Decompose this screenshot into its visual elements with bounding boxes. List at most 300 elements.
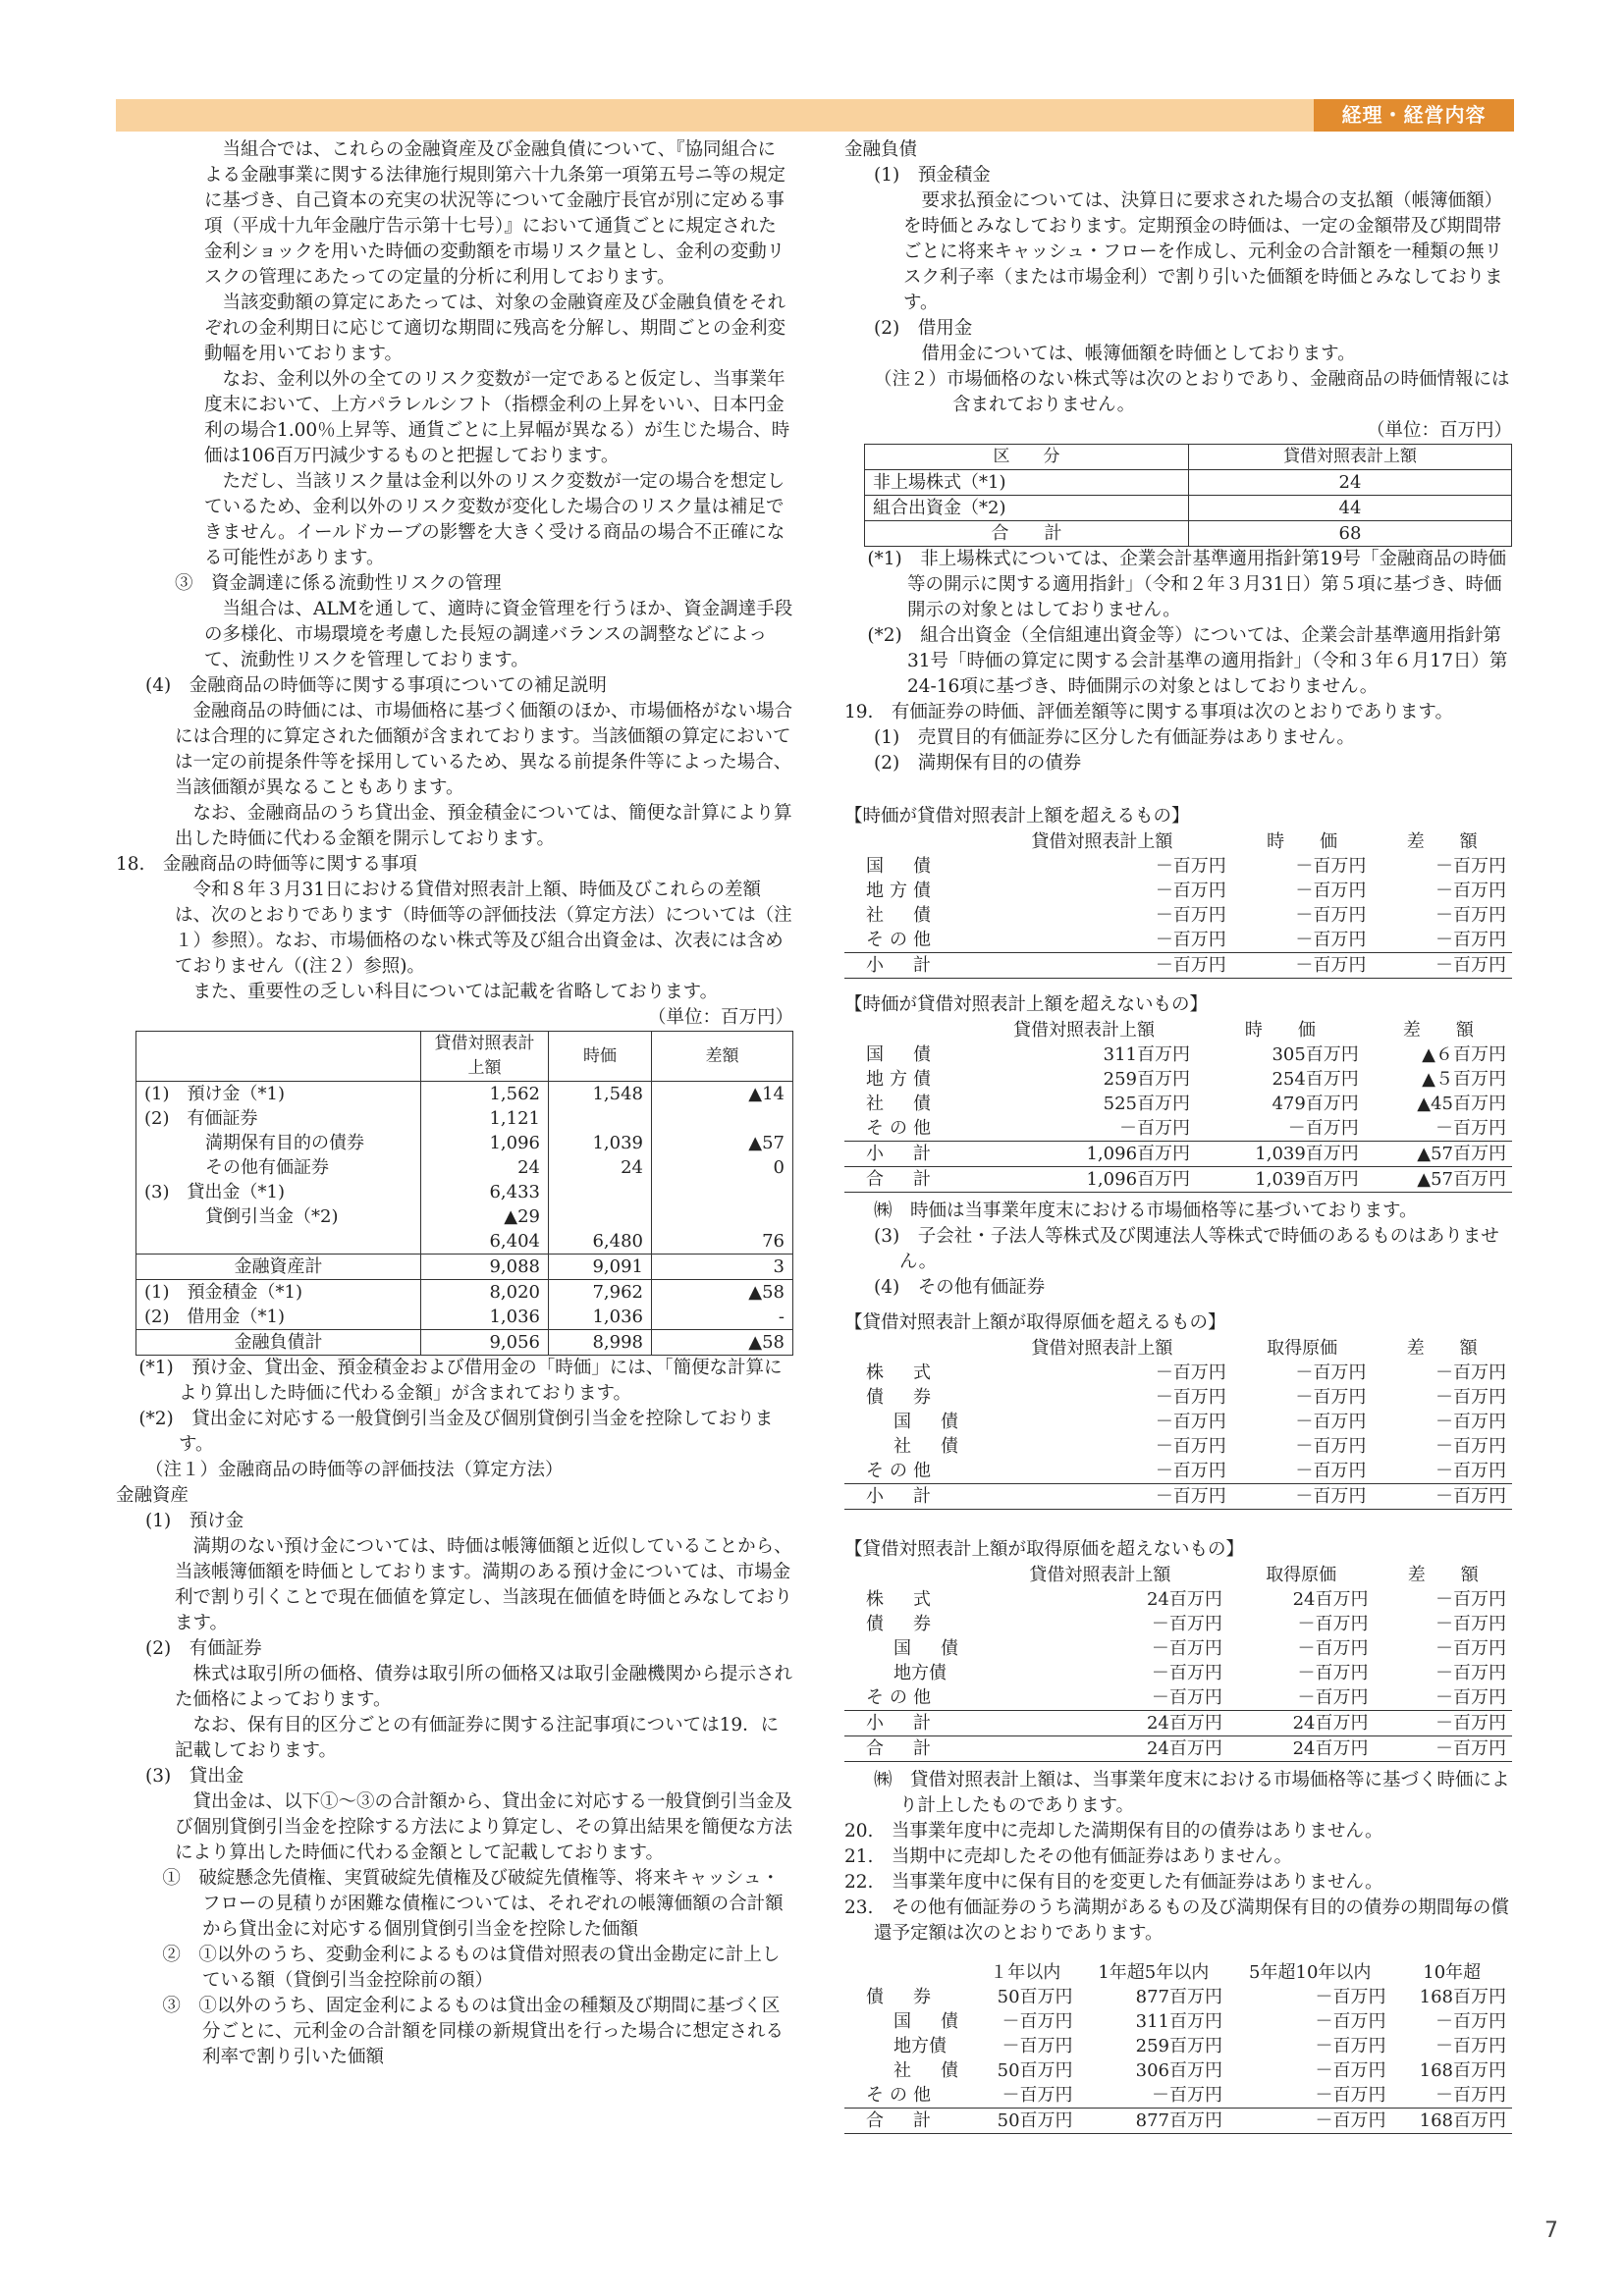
table-header: 差 額 — [1402, 1020, 1474, 1041]
table-cell: 債 券 — [866, 1387, 937, 1408]
table-row — [136, 1229, 793, 1255]
table-cell: 6,433 — [421, 1180, 549, 1204]
table-row — [844, 1985, 1512, 2009]
table-cell: －百万円 — [1435, 2085, 1506, 2106]
table-cell: －百万円 — [1155, 1461, 1226, 1481]
paragraph: 要求払預金については、決算日に要求された場合の支払額（帳簿価額）を時価とみなしております。定期預金の時価は、一定の金額帯及び期間帯ごとに将来キャッシュ・フローを作成し、元利金の合計額を一種類の無リスク利子率（または市場金利）で割り引いた価額を時価とみなしております。 — [903, 190, 1503, 313]
table-cell: 社 債 — [893, 1436, 964, 1457]
table-cell: ▲57百万円 — [1365, 1167, 1512, 1193]
table-cell: 24 — [421, 1155, 549, 1180]
table-row — [136, 1305, 793, 1330]
right-column — [844, 137, 1512, 2134]
table-header — [844, 1018, 972, 1042]
table-header: 差 額 — [1407, 1565, 1479, 1585]
table-row — [136, 1180, 793, 1204]
table-row — [136, 1131, 793, 1155]
table-cell: －百万円 — [1295, 1362, 1367, 1383]
table-subtotal-row — [844, 953, 1512, 979]
table-subtotal-row — [136, 1255, 793, 1280]
table-cell: - — [652, 1305, 793, 1330]
table-cell: 306百万円 — [1135, 2060, 1222, 2081]
table-cell: －百万円 — [1375, 1711, 1512, 1736]
table-cell: －百万円 — [1155, 1436, 1226, 1457]
table-header: 貸借対照表計上額 — [1189, 445, 1512, 470]
table-cell: 1,096百万円 — [972, 1142, 1196, 1167]
table-cell: 株 式 — [866, 1362, 937, 1383]
footnote: (*2) 貸出金に対応する一般貸倒引当金及び個別貸倒引当金を控除しております。 — [138, 1409, 774, 1455]
table-row — [844, 2034, 1512, 2058]
table-cell: ▲58 — [652, 1330, 793, 1356]
paragraph: 貸出金は、以下①～③の合計額から、貸出金に対応する一般貸倒引当金及び個別貸倒引当金を控除する方法により算定し、その算出結果を簡便な方法により算出した時価に代わる金額として記載しております。 — [175, 1791, 793, 1863]
table-cell: 1,039百万円 — [1196, 1142, 1365, 1167]
table-title: 【時価が貸借対照表計上額を超えるもの】 — [844, 806, 1190, 827]
table-cell: －百万円 — [1232, 953, 1373, 979]
list-item: (2) 満期保有目的の債券 — [874, 753, 1082, 774]
table-header — [136, 1032, 421, 1082]
section-tag: 経理・経営内容 — [1314, 99, 1514, 132]
table-row — [844, 928, 1512, 953]
table-cell: －百万円 — [1435, 2011, 1506, 2032]
table-row — [844, 854, 1512, 879]
table-header: 時 価 — [1267, 831, 1338, 852]
table-cell: その他 — [866, 1687, 937, 1708]
table-cell: －百万円 — [1435, 856, 1506, 877]
table-subtotal-row — [844, 1142, 1512, 1167]
table-title: 【貸借対照表計上額が取得原価を超えないもの】 — [844, 1539, 1245, 1560]
table-cell: －百万円 — [1297, 1663, 1369, 1683]
table-cell: ▲58 — [652, 1280, 793, 1306]
table-cell: －百万円 — [1155, 1387, 1226, 1408]
table-cell: 合 計 — [844, 2109, 972, 2134]
table-header — [844, 1563, 972, 1587]
table-row — [844, 1587, 1512, 1612]
subheading: (1) 預金積金 — [874, 165, 991, 186]
table-cell: 地方債 — [866, 881, 937, 901]
table-cell: 24百万円 — [972, 1711, 1228, 1736]
table-cell: －百万円 — [1155, 905, 1226, 926]
table-cell: 50百万円 — [972, 2109, 1079, 2134]
table-cell: 1,548 — [549, 1082, 652, 1107]
table-cell: 168百万円 — [1391, 2109, 1512, 2134]
table-cell: 24 — [1189, 470, 1512, 496]
table-row — [844, 1042, 1512, 1067]
table-cell: 7,962 — [549, 1280, 652, 1306]
table-cell: 50百万円 — [997, 2060, 1073, 2081]
table-cell: －百万円 — [1295, 881, 1367, 901]
table-cell: －百万円 — [1435, 1589, 1506, 1610]
paragraph: なお、金利以外の全てのリスク変数が一定であると仮定し、当事業年度末において、上方パラレルシフト（指標金利の上昇をいい、日本円金利の場合1.00％上昇等、通貨ごとに上昇幅が異なる）が生じた場合、時価は106百万円減少するものと把握しております。 — [204, 369, 790, 466]
footnote: (*1) 預け金、貸出金、預金積金および借用金の「時価」には、「簡便な計算により算出した時価に代わる金額」が含まれております。 — [138, 1358, 783, 1404]
table-cell: 24百万円 — [1228, 1736, 1375, 1762]
table-header: 時価 — [549, 1032, 652, 1082]
table-subtotal-row — [136, 1330, 793, 1356]
table-cell: 1,096 — [421, 1131, 549, 1155]
note-heading: （注１）金融商品の時価等の評価技法（算定方法） — [145, 1460, 564, 1480]
table-cell: 株 式 — [866, 1589, 937, 1610]
table-header: 差額 — [652, 1032, 793, 1082]
table-cell: －百万円 — [1297, 1687, 1369, 1708]
table-cell: ▲29 — [421, 1204, 549, 1229]
fair-value-table — [135, 1031, 793, 1356]
table-header: 取得原価 — [1267, 1338, 1338, 1359]
table-row — [844, 2058, 1512, 2083]
table-cell: 24 — [549, 1155, 652, 1180]
table-cell: －百万円 — [1151, 1638, 1222, 1659]
table-cell: 76 — [652, 1229, 793, 1255]
table-row — [136, 1082, 793, 1107]
table-cell: －百万円 — [1315, 2060, 1386, 2081]
table-cell: 金融資産計 — [136, 1255, 421, 1280]
table-cell — [549, 1106, 652, 1131]
table-cell: －百万円 — [1315, 2085, 1386, 2106]
table-cell: 259百万円 — [1135, 2036, 1222, 2056]
list-item: ① 破綻懸念先債権、実質破綻先債権及び破綻先債権等、将来キャッシュ・フローの見積りが困難な債権については、それぞれの帳簿価額の合計額から貸出金に対応する個別貸倒引当金を控除した価額 — [162, 1868, 784, 1940]
subheading: (1) 預け金 — [145, 1511, 244, 1531]
table-cell: 50百万円 — [997, 1987, 1073, 2007]
table-cell: －百万円 — [1119, 1118, 1191, 1139]
table-header: 貸借対照表計上額 — [1031, 1338, 1173, 1359]
table-cell: (1) 預け金（*1) — [144, 1084, 285, 1104]
table-cell: 0 — [652, 1155, 793, 1180]
table-cell: 小 計 — [844, 1142, 972, 1167]
table-row — [844, 1685, 1512, 1711]
table-cell: ▲５百万円 — [1422, 1069, 1506, 1090]
table-row — [844, 1434, 1512, 1459]
footnote: (*2) 組合出資金（全信組連出資金等）については、企業会計基準適用指針第31号「時価の算定に関する会計基準の適用指針」（令和３年６月17日）第24-16項に基づき、時価開示の対象とはしておりません。 — [867, 625, 1508, 697]
table-cell: －百万円 — [1151, 1687, 1222, 1708]
paragraph: 満期のない預け金については、時価は帳簿価額と近似していることから、当該帳簿価額を時価としております。満期のある預け金については、市場金利で割り引くことで現在価値を算定し、当該現在価値を時価とみなしております。 — [175, 1536, 793, 1633]
table-header: 差 額 — [1406, 1338, 1478, 1359]
table-cell: ▲６百万円 — [1422, 1044, 1506, 1065]
table-cell: 社 債 — [866, 1094, 937, 1114]
table-cell: 国 債 — [893, 1638, 964, 1659]
table-cell: －百万円 — [1001, 2085, 1073, 2106]
table-cell: －百万円 — [972, 953, 1232, 979]
page-number: 7 — [1544, 2218, 1558, 2243]
table-cell: 168百万円 — [1419, 2060, 1506, 2081]
table-cell: 6,404 — [421, 1229, 549, 1255]
table-cell: 9,088 — [421, 1255, 549, 1280]
table-cell: その他 — [866, 1118, 937, 1139]
paragraph: 当組合では、これらの金融資産及び金融負債について、『協同組合による金融事業に関する法律施行規則第六十九条第一項第五号ニ等の規定に基づき、自己資本の充実の状況等について金融庁長官が別に定める事項（平成十九年金融庁告示第十七号）』において通貨ごとに規定された金利ショックを用いた時価の変動額を市場リスク量とし、金利の変動リスクの管理にあたっての定量的分析に利用しております。 — [204, 139, 786, 288]
paragraph: 令和８年３月31日における貸借対照表計上額、時価及びこれらの差額は、次のとおりであります（時価等の評価技法（算定方法）については（注１）参照）。なお、市場価格のない株式等及び組合出資金は、次表には含めておりません（(注２）参照)。 — [175, 880, 792, 977]
table-cell: 9,056 — [421, 1330, 549, 1356]
table-cell: －百万円 — [1001, 2036, 1073, 2056]
other-securities-above-table — [844, 1336, 1512, 1510]
table-cell: 組合出資金（*2) — [865, 496, 1189, 521]
table-cell: －百万円 — [1435, 1387, 1506, 1408]
table-cell: 877百万円 — [1135, 1987, 1222, 2007]
table-cell: 1,121 — [421, 1106, 549, 1131]
table-cell: 24百万円 — [1146, 1589, 1222, 1610]
note-heading: （注２）市場価格のない株式等は次のとおりであり、金融商品の時価情報には含まれておりません。 — [874, 369, 1510, 415]
table-cell: 9,091 — [549, 1255, 652, 1280]
table-row — [844, 2009, 1512, 2034]
table-cell: 168百万円 — [1419, 1987, 1506, 2007]
subheading: 金融負債 — [844, 139, 918, 160]
table-row — [844, 2083, 1512, 2109]
table-header: 10年超 — [1423, 1962, 1482, 1983]
table-cell: －百万円 — [1435, 1638, 1506, 1659]
table-header: 貸借対照表計上額 — [1013, 1020, 1155, 1041]
subheading: 金融資産 — [116, 1485, 189, 1506]
table-cell: 小 計 — [844, 1711, 972, 1736]
table-cell: 小 計 — [844, 953, 972, 979]
table-title: 【時価が貸借対照表計上額を超えないもの】 — [844, 994, 1209, 1015]
table-cell: －百万円 — [1297, 1638, 1369, 1659]
table-cell: －百万円 — [1155, 881, 1226, 901]
table-cell: －百万円 — [1435, 930, 1506, 950]
subheading: (2) 借用金 — [874, 318, 973, 339]
table-header-row — [844, 1018, 1512, 1042]
table-cell: 877百万円 — [1079, 2109, 1228, 2134]
table-row — [844, 1636, 1512, 1661]
table-cell: ▲57 — [652, 1131, 793, 1155]
table-cell: 24百万円 — [1228, 1711, 1375, 1736]
list-item: 22. 当事業年度中に保有目的を変更した有価証券はありません。 — [844, 1872, 1383, 1893]
table-cell: 259百万円 — [1103, 1069, 1191, 1090]
table-cell: 479百万円 — [1272, 1094, 1359, 1114]
table-cell — [549, 1180, 652, 1204]
table-cell: 金融負債計 — [136, 1330, 421, 1356]
table-cell: －百万円 — [1295, 905, 1367, 926]
table-cell: －百万円 — [1435, 1436, 1506, 1457]
table-cell: (1) 預金積金（*1) — [136, 1280, 421, 1306]
table-cell: －百万円 — [1295, 930, 1367, 950]
table-row — [865, 496, 1512, 521]
section-heading-19: 19. 有価証券の時価、評価差額等に関する事項は次のとおりであります。 — [844, 702, 1453, 722]
table-total-row — [865, 521, 1512, 547]
list-item: (1) 売買目的有価証券に区分した有価証券はありません。 — [874, 727, 1355, 748]
table-cell: 1,036 — [549, 1305, 652, 1330]
table-cell: 311百万円 — [1135, 2011, 1222, 2032]
table-cell: 非上場株式（*1) — [865, 470, 1189, 496]
table-header-row — [844, 1563, 1512, 1587]
table-cell: －百万円 — [1295, 1461, 1367, 1481]
table-cell: 社 債 — [866, 905, 937, 926]
table-note: ㈱ 時価は当事業年度末における市場価格等に基づいております。 — [874, 1201, 1418, 1221]
table-cell: －百万円 — [1435, 1687, 1506, 1708]
table-cell: －百万円 — [1228, 2109, 1391, 2134]
table-row — [844, 1067, 1512, 1092]
list-item: (3) 子会社・子法人等株式及び関連法人等株式で時価のあるものはありません。 — [874, 1226, 1499, 1272]
table-cell: 地方債 — [893, 1663, 947, 1683]
table-row — [865, 470, 1512, 496]
subheading: (2) 有価証券 — [145, 1638, 262, 1659]
table-cell: －百万円 — [1435, 881, 1506, 901]
table-header: 時 価 — [1244, 1020, 1316, 1041]
table-cell: 6,480 — [549, 1229, 652, 1255]
table-header — [844, 1960, 972, 1985]
table-cell — [136, 1229, 421, 1255]
list-item: ② ①以外のうち、変動金利によるものは貸借対照表の貸出金勘定に計上している額（貸倒引当金控除前の額） — [162, 1945, 781, 1991]
table-cell: －百万円 — [1435, 1461, 1506, 1481]
subheading: (3) 貸出金 — [145, 1766, 244, 1787]
table-cell — [652, 1180, 793, 1204]
table-cell: 合 計 — [844, 1167, 972, 1193]
table-cell: 地方債 — [893, 2036, 947, 2056]
table-cell: 1,039 — [549, 1131, 652, 1155]
table-cell: 24百万円 — [972, 1736, 1228, 1762]
table-cell: (2) 借用金（*1) — [144, 1307, 285, 1327]
table-cell: 満期保有目的の債券 — [205, 1133, 364, 1153]
table-cell: －百万円 — [1435, 1663, 1506, 1683]
table-cell: －百万円 — [1372, 1484, 1512, 1510]
table-cell: 68 — [1189, 521, 1512, 547]
table-cell: 社 債 — [893, 2060, 964, 2081]
left-column — [116, 137, 793, 2070]
table-header: 5年超10年以内 — [1249, 1962, 1372, 1983]
list-item: (4) その他有価証券 — [874, 1277, 1046, 1298]
redemption-schedule-table — [844, 1960, 1512, 2134]
table-total-row — [844, 2109, 1512, 2134]
table-cell: －百万円 — [1155, 856, 1226, 877]
paragraph: なお、保有目的区分ごとの有価証券に関する注記事項については19．に記載しております。 — [175, 1715, 780, 1761]
table-header — [844, 829, 972, 854]
table-row — [844, 1116, 1512, 1142]
table-cell: －百万円 — [1155, 1362, 1226, 1383]
table-cell: －百万円 — [1297, 1614, 1369, 1634]
table-cell: －百万円 — [1315, 2011, 1386, 2032]
table-cell: 311百万円 — [1103, 1044, 1191, 1065]
held-to-maturity-above-table — [844, 829, 1512, 979]
table-cell: 305百万円 — [1272, 1044, 1359, 1065]
table-row — [136, 1106, 793, 1131]
table-cell: 1,039百万円 — [1196, 1167, 1365, 1193]
table-row — [844, 903, 1512, 928]
table-cell: －百万円 — [1155, 1412, 1226, 1432]
table-cell: －百万円 — [1232, 1484, 1373, 1510]
list-item: 23. その他有価証券のうち満期があるもの及び満期保有目的の債券の期間毎の償還予定額は次のとおりであります。 — [844, 1897, 1509, 1944]
table-cell: 合 計 — [991, 523, 1062, 544]
table-row — [844, 1385, 1512, 1410]
subheading: (4) 金融商品の時価等に関する事項についての補足説明 — [145, 675, 607, 696]
table-total-row — [844, 1167, 1512, 1193]
table-cell: －百万円 — [1001, 2011, 1073, 2032]
subheading: ③ 資金調達に係る流動性リスクの管理 — [175, 573, 502, 594]
table-cell: (2) 有価証券 — [144, 1108, 258, 1129]
paragraph: また、重要性の乏しい科目については記載を省略しております。 — [192, 982, 719, 1002]
table-row — [844, 879, 1512, 903]
table-cell: (3) 貸出金（*1) — [144, 1182, 285, 1202]
table-cell: 小 計 — [844, 1484, 972, 1510]
table-cell: －百万円 — [1372, 953, 1512, 979]
table-cell: 貸倒引当金（*2) — [205, 1206, 339, 1227]
table-cell — [652, 1106, 793, 1131]
table-subtotal-row — [844, 1711, 1512, 1736]
table-row — [844, 1459, 1512, 1484]
table-cell: 44 — [1189, 496, 1512, 521]
list-item: ③ ①以外のうち、固定金利によるものは貸出金の種類及び期間に基づく区分ごとに、元利金の合計額を同様の新規貸出を行った場合に想定される利率で割り引いた価額 — [162, 1996, 785, 2067]
table-cell: 1,096百万円 — [972, 1167, 1196, 1193]
table-cell: －百万円 — [1295, 856, 1367, 877]
table-cell: －百万円 — [1152, 2085, 1222, 2106]
table-title: 【貸借対照表計上額が取得原価を超えるもの】 — [844, 1312, 1226, 1333]
table-header: 取得原価 — [1266, 1565, 1337, 1585]
table-cell: 8,020 — [421, 1280, 549, 1306]
table-header: １年以内 — [990, 1962, 1061, 1983]
table-header: 1年超5年以内 — [1098, 1962, 1210, 1983]
list-item: 21. 当期中に売却したその他有価証券はありません。 — [844, 1846, 1293, 1867]
section-header-band — [116, 99, 1514, 132]
table-cell: －百万円 — [1435, 2036, 1506, 2056]
unit-label: （単位：百万円） — [647, 1007, 793, 1028]
section-heading-18: 18. 金融商品の時価等に関する事項 — [116, 854, 417, 875]
table-cell: －百万円 — [1295, 1387, 1367, 1408]
table-cell: ▲45百万円 — [1417, 1094, 1506, 1114]
table-cell: －百万円 — [1435, 1412, 1506, 1432]
table-cell — [549, 1204, 652, 1229]
table-cell: 254百万円 — [1272, 1069, 1359, 1090]
table-cell: －百万円 — [1435, 1362, 1506, 1383]
table-row — [844, 1612, 1512, 1636]
unlisted-stock-table — [864, 444, 1512, 547]
table-subtotal-row — [844, 1484, 1512, 1510]
table-row — [136, 1204, 793, 1229]
table-cell: 地方債 — [866, 1069, 937, 1090]
table-header: 差 額 — [1406, 831, 1478, 852]
footnote: (*1) 非上場株式については、企業会計基準適用指針第19号「金融商品の時価等の開示に関する適用指針」（令和２年３月31日）第５項に基づき、時価開示の対象とはしておりません。 — [867, 549, 1506, 620]
table-row — [844, 1092, 1512, 1116]
table-header — [844, 1336, 972, 1361]
table-cell: －百万円 — [1315, 2036, 1386, 2056]
table-cell: 3 — [652, 1255, 793, 1280]
table-cell: その他 — [866, 930, 937, 950]
table-cell: －百万円 — [1435, 905, 1506, 926]
table-cell: 1,036 — [421, 1305, 549, 1330]
table-cell: 国 債 — [866, 1044, 937, 1065]
unit-label: （単位：百万円） — [1366, 420, 1512, 441]
table-row — [844, 1361, 1512, 1385]
paragraph: 借用金については、帳簿価額を時価としております。 — [921, 344, 1356, 364]
table-header: 貸借対照表計上額 — [1031, 831, 1173, 852]
table-total-row — [844, 1736, 1512, 1762]
table-row — [844, 1661, 1512, 1685]
held-to-maturity-below-table — [844, 1018, 1512, 1193]
table-cell — [652, 1204, 793, 1229]
table-cell: －百万円 — [1375, 1736, 1512, 1762]
table-cell: 債 券 — [866, 1987, 937, 2007]
paragraph: 金融商品の時価には、市場価格に基づく価額のほか、市場価格がない場合には合理的に算定された価額が含まれております。当該価額の算定においては一定の前提条件等を採用しているため、異なる前提条件等によった場合、当該価額が異なることもあります。 — [175, 701, 793, 798]
table-row — [844, 1410, 1512, 1434]
table-note: ㈱ 貸借対照表計上額は、当事業年度末における市場価格等に基づく時価により計上したものであります。 — [874, 1770, 1510, 1816]
table-cell: －百万円 — [1151, 1614, 1222, 1634]
table-header-row — [844, 1960, 1512, 1985]
list-item: 20. 当事業年度中に売却した満期保有目的の債券はありません。 — [844, 1821, 1383, 1842]
table-header: 区 分 — [865, 445, 1189, 470]
table-cell: ▲14 — [652, 1082, 793, 1107]
table-cell: －百万円 — [1435, 1614, 1506, 1634]
table-header-row — [865, 445, 1512, 470]
table-cell: ▲57百万円 — [1365, 1142, 1512, 1167]
table-cell: －百万円 — [1287, 1118, 1359, 1139]
table-cell: －百万円 — [1151, 1663, 1222, 1683]
table-cell: その他 — [866, 2085, 937, 2106]
table-cell: 8,998 — [549, 1330, 652, 1356]
other-securities-below-table — [844, 1563, 1512, 1762]
table-cell: 合 計 — [844, 1736, 972, 1762]
table-header: 貸借対照表計上額 — [421, 1032, 549, 1082]
paragraph: なお、金融商品のうち貸出金、預金積金については、簡便な計算により算出した時価に代わる金額を開示しております。 — [175, 803, 792, 849]
table-cell: 525百万円 — [1103, 1094, 1191, 1114]
table-row — [136, 1280, 793, 1306]
table-cell: －百万円 — [972, 1484, 1232, 1510]
table-cell: 1,562 — [421, 1082, 549, 1107]
table-header-row — [844, 829, 1512, 854]
paragraph: 当該変動額の算定にあたっては、対象の金融資産及び金融負債をそれぞれの金利期日に応じて適切な期間に残高を分解し、期間ごとの金利変動幅を用いております。 — [204, 293, 786, 364]
table-header: 貸借対照表計上額 — [1029, 1565, 1171, 1585]
paragraph: 株式は取引所の価格、債券は取引所の価格又は取引金融機関から提示された価格によっております。 — [175, 1664, 793, 1710]
